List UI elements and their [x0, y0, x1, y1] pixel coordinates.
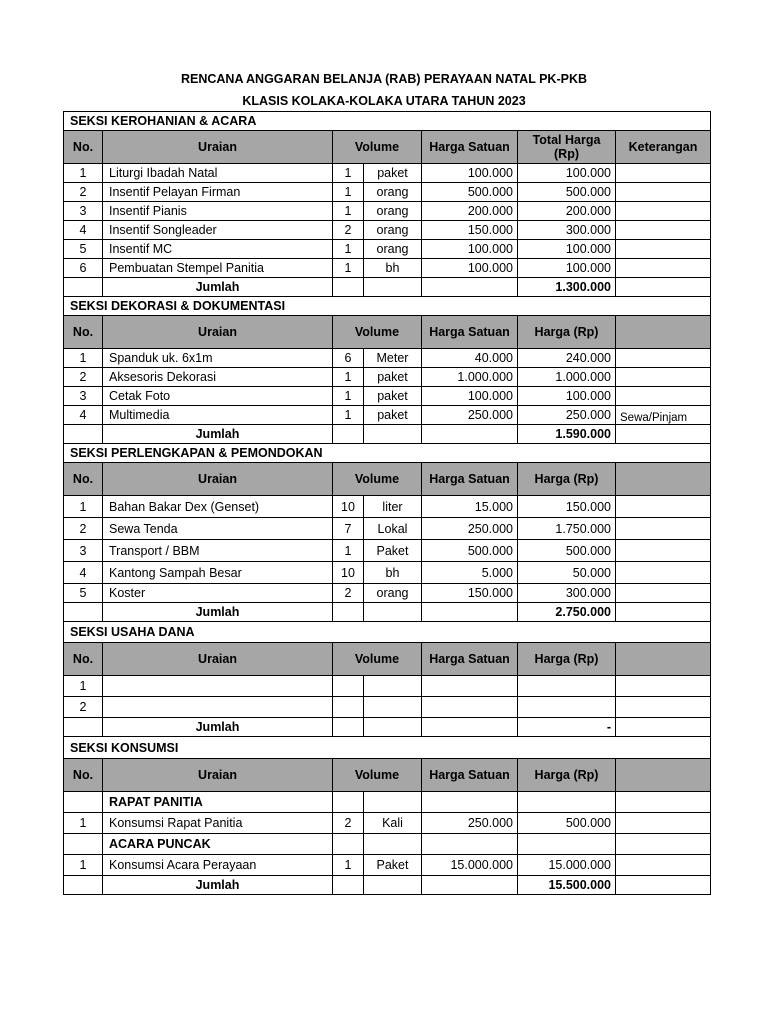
header-volume: Volume: [333, 759, 422, 792]
row-uraian: Insentif Songleader: [103, 221, 333, 240]
table-row: [64, 676, 711, 697]
header-harga-satuan: Harga Satuan: [422, 759, 518, 792]
jumlah-row: [64, 718, 711, 737]
row-price: 150.000: [422, 584, 518, 603]
row-no: 1: [64, 349, 103, 368]
table-row: [64, 584, 711, 603]
jumlah-label: Jumlah: [103, 876, 333, 895]
row-no: 2: [64, 697, 103, 718]
row-unit: orang: [364, 240, 422, 259]
row-total: 100.000: [518, 387, 616, 406]
row-unit: orang: [364, 202, 422, 221]
row-keterangan: [616, 855, 711, 876]
row-price: 100.000: [422, 259, 518, 278]
row-unit: Kali: [364, 813, 422, 834]
row-unit: Paket: [364, 540, 422, 562]
jumlah-label: Jumlah: [103, 718, 333, 737]
section-header: [64, 112, 711, 131]
row-uraian: Konsumsi Rapat Panitia: [103, 813, 333, 834]
row-uraian: Kantong Sampah Besar: [103, 562, 333, 584]
row-total: 50.000: [518, 562, 616, 584]
section-header: [64, 737, 711, 759]
subsection-title: ACARA PUNCAK: [103, 834, 333, 855]
column-header-row: [64, 643, 711, 676]
row-total: 300.000: [518, 221, 616, 240]
header-harga-satuan: Harga Satuan: [422, 316, 518, 349]
table-row: [64, 259, 711, 278]
row-total: 100.000: [518, 240, 616, 259]
row-qty: 1: [333, 406, 364, 425]
jumlah-value: -: [518, 718, 616, 737]
table-row: [64, 855, 711, 876]
row-unit: paket: [364, 368, 422, 387]
row-qty: 10: [333, 496, 364, 518]
row-keterangan: [616, 540, 711, 562]
row-keterangan: [616, 349, 711, 368]
row-qty: 10: [333, 562, 364, 584]
row-price: 500.000: [422, 540, 518, 562]
row-price: [422, 676, 518, 697]
row-total: 1.750.000: [518, 518, 616, 540]
jumlah-row: [64, 425, 711, 444]
table-row: [64, 496, 711, 518]
row-total: 500.000: [518, 183, 616, 202]
row-no: 2: [64, 518, 103, 540]
column-header-row: [64, 759, 711, 792]
row-keterangan: [616, 813, 711, 834]
row-uraian: Transport / BBM: [103, 540, 333, 562]
header-no: No.: [64, 643, 103, 676]
row-uraian: Spanduk uk. 6x1m: [103, 349, 333, 368]
row-no: 3: [64, 387, 103, 406]
row-unit: orang: [364, 221, 422, 240]
column-header-row: [64, 463, 711, 496]
section-title: SEKSI DEKORASI & DOKUMENTASI: [64, 297, 711, 316]
row-unit: Meter: [364, 349, 422, 368]
row-uraian: Sewa Tenda: [103, 518, 333, 540]
row-price: 250.000: [422, 518, 518, 540]
row-uraian: Cetak Foto: [103, 387, 333, 406]
row-qty: 1: [333, 855, 364, 876]
budget-table: [63, 111, 711, 895]
row-uraian: Konsumsi Acara Perayaan: [103, 855, 333, 876]
row-no: 1: [64, 855, 103, 876]
row-uraian: Insentif Pianis: [103, 202, 333, 221]
table-row: [64, 202, 711, 221]
row-no: 1: [64, 164, 103, 183]
row-total: 150.000: [518, 496, 616, 518]
row-total: 250.000: [518, 406, 616, 425]
row-keterangan: [616, 697, 711, 718]
row-price: 500.000: [422, 183, 518, 202]
section-title: SEKSI PERLENGKAPAN & PEMONDOKAN: [64, 444, 711, 463]
row-qty: 1: [333, 540, 364, 562]
row-price: [422, 697, 518, 718]
header-volume: Volume: [333, 131, 422, 164]
header-empty: [616, 643, 711, 676]
row-price: 250.000: [422, 406, 518, 425]
header-no: No.: [64, 463, 103, 496]
row-keterangan: [616, 202, 711, 221]
header-harga-satuan: Harga Satuan: [422, 463, 518, 496]
row-no: 5: [64, 584, 103, 603]
jumlah-row: [64, 876, 711, 895]
row-keterangan: [616, 221, 711, 240]
row-qty: 2: [333, 584, 364, 603]
row-keterangan: [616, 584, 711, 603]
header-uraian: Uraian: [103, 316, 333, 349]
row-no: 4: [64, 406, 103, 425]
row-uraian: Multimedia: [103, 406, 333, 425]
row-uraian: Insentif MC: [103, 240, 333, 259]
jumlah-label: Jumlah: [103, 603, 333, 622]
row-keterangan: [616, 562, 711, 584]
subsection-row: [64, 834, 711, 855]
row-qty: 1: [333, 183, 364, 202]
row-unit: paket: [364, 387, 422, 406]
table-row: [64, 540, 711, 562]
subsection-row: [64, 792, 711, 813]
row-unit: [364, 676, 422, 697]
row-total: 100.000: [518, 259, 616, 278]
row-keterangan: [616, 387, 711, 406]
row-unit: orang: [364, 584, 422, 603]
header-harga: Harga (Rp): [518, 463, 616, 496]
table-row: [64, 406, 711, 425]
section-title: SEKSI USAHA DANA: [64, 622, 711, 643]
header-harga-satuan: Harga Satuan: [422, 643, 518, 676]
row-price: 100.000: [422, 387, 518, 406]
header-uraian: Uraian: [103, 463, 333, 496]
row-total: 500.000: [518, 813, 616, 834]
row-keterangan: [616, 518, 711, 540]
section-title: SEKSI KEROHANIAN & ACARA: [64, 112, 711, 131]
table-row: [64, 368, 711, 387]
row-no: 6: [64, 259, 103, 278]
row-qty: 1: [333, 202, 364, 221]
row-price: 100.000: [422, 240, 518, 259]
table-row: [64, 221, 711, 240]
row-total: 300.000: [518, 584, 616, 603]
section-header: [64, 297, 711, 316]
table-row: [64, 518, 711, 540]
row-qty: 1: [333, 368, 364, 387]
row-qty: 2: [333, 813, 364, 834]
header-uraian: Uraian: [103, 759, 333, 792]
header-no: No.: [64, 316, 103, 349]
jumlah-value: 15.500.000: [518, 876, 616, 895]
row-total: 200.000: [518, 202, 616, 221]
row-unit: [364, 697, 422, 718]
jumlah-label: Jumlah: [103, 278, 333, 297]
row-no: 3: [64, 540, 103, 562]
row-price: 15.000: [422, 496, 518, 518]
row-uraian: [103, 697, 333, 718]
header-keterangan: Keterangan: [616, 131, 711, 164]
row-price: 1.000.000: [422, 368, 518, 387]
row-uraian: Insentif Pelayan Firman: [103, 183, 333, 202]
row-price: 5.000: [422, 562, 518, 584]
row-qty: 1: [333, 240, 364, 259]
row-keterangan: [616, 259, 711, 278]
row-no: 1: [64, 813, 103, 834]
row-price: 250.000: [422, 813, 518, 834]
row-no: 5: [64, 240, 103, 259]
header-empty: [616, 316, 711, 349]
row-unit: Paket: [364, 855, 422, 876]
row-price: 15.000.000: [422, 855, 518, 876]
table-row: [64, 183, 711, 202]
jumlah-label: Jumlah: [103, 425, 333, 444]
header-harga: Harga (Rp): [518, 643, 616, 676]
table-row: [64, 164, 711, 183]
row-unit: paket: [364, 406, 422, 425]
jumlah-row: [64, 278, 711, 297]
row-qty: 1: [333, 387, 364, 406]
row-keterangan: [616, 676, 711, 697]
row-unit: bh: [364, 562, 422, 584]
header-volume: Volume: [333, 463, 422, 496]
row-unit: liter: [364, 496, 422, 518]
row-qty: 1: [333, 164, 364, 183]
row-unit: Lokal: [364, 518, 422, 540]
column-header-row: [64, 131, 711, 164]
table-row: [64, 387, 711, 406]
header-volume: Volume: [333, 643, 422, 676]
header-uraian: Uraian: [103, 643, 333, 676]
table-row: [64, 813, 711, 834]
row-uraian: [103, 676, 333, 697]
row-unit: paket: [364, 164, 422, 183]
row-total: 15.000.000: [518, 855, 616, 876]
row-keterangan: Sewa/Pinjam: [616, 406, 711, 425]
row-qty: [333, 697, 364, 718]
row-uraian: Pembuatan Stempel Panitia: [103, 259, 333, 278]
table-row: [64, 562, 711, 584]
row-uraian: Bahan Bakar Dex (Genset): [103, 496, 333, 518]
section-header: [64, 622, 711, 643]
row-total: 240.000: [518, 349, 616, 368]
row-no: 2: [64, 183, 103, 202]
subsection-title: RAPAT PANITIA: [103, 792, 333, 813]
header-total-harga: Total Harga (Rp): [518, 131, 616, 164]
row-total: [518, 676, 616, 697]
row-keterangan: [616, 368, 711, 387]
table-row: [64, 349, 711, 368]
row-no: 4: [64, 562, 103, 584]
row-qty: 1: [333, 259, 364, 278]
row-total: 100.000: [518, 164, 616, 183]
row-total: 1.000.000: [518, 368, 616, 387]
row-qty: 2: [333, 221, 364, 240]
jumlah-value: 1.300.000: [518, 278, 616, 297]
row-qty: 7: [333, 518, 364, 540]
header-harga-satuan: Harga Satuan: [422, 131, 518, 164]
row-keterangan: [616, 183, 711, 202]
row-uraian: Koster: [103, 584, 333, 603]
row-keterangan: [616, 164, 711, 183]
jumlah-value: 1.590.000: [518, 425, 616, 444]
row-keterangan: [616, 496, 711, 518]
header-uraian: Uraian: [103, 131, 333, 164]
row-unit: bh: [364, 259, 422, 278]
table-row: [64, 697, 711, 718]
row-total: [518, 697, 616, 718]
row-qty: 6: [333, 349, 364, 368]
row-keterangan: [616, 240, 711, 259]
jumlah-value: 2.750.000: [518, 603, 616, 622]
row-no: 2: [64, 368, 103, 387]
document-title: RENCANA ANGGARAN BELANJA (RAB) PERAYAAN NATAL PK-PKB: [180, 72, 588, 86]
row-unit: orang: [364, 183, 422, 202]
row-qty: [333, 676, 364, 697]
row-no: 4: [64, 221, 103, 240]
row-price: 200.000: [422, 202, 518, 221]
row-no: 3: [64, 202, 103, 221]
header-no: No.: [64, 131, 103, 164]
section-title: SEKSI KONSUMSI: [64, 737, 711, 759]
row-uraian: Aksesoris Dekorasi: [103, 368, 333, 387]
row-price: 100.000: [422, 164, 518, 183]
document-subtitle: KLASIS KOLAKA-KOLAKA UTARA TAHUN 2023: [242, 94, 526, 108]
row-price: 40.000: [422, 349, 518, 368]
header-empty: [616, 463, 711, 496]
table-row: [64, 240, 711, 259]
row-uraian: Liturgi Ibadah Natal: [103, 164, 333, 183]
header-volume: Volume: [333, 316, 422, 349]
header-harga: Harga (Rp): [518, 759, 616, 792]
header-empty: [616, 759, 711, 792]
row-no: 1: [64, 496, 103, 518]
section-header: [64, 444, 711, 463]
header-harga: Harga (Rp): [518, 316, 616, 349]
row-no: 1: [64, 676, 103, 697]
row-total: 500.000: [518, 540, 616, 562]
jumlah-row: [64, 603, 711, 622]
header-no: No.: [64, 759, 103, 792]
row-price: 150.000: [422, 221, 518, 240]
column-header-row: [64, 316, 711, 349]
